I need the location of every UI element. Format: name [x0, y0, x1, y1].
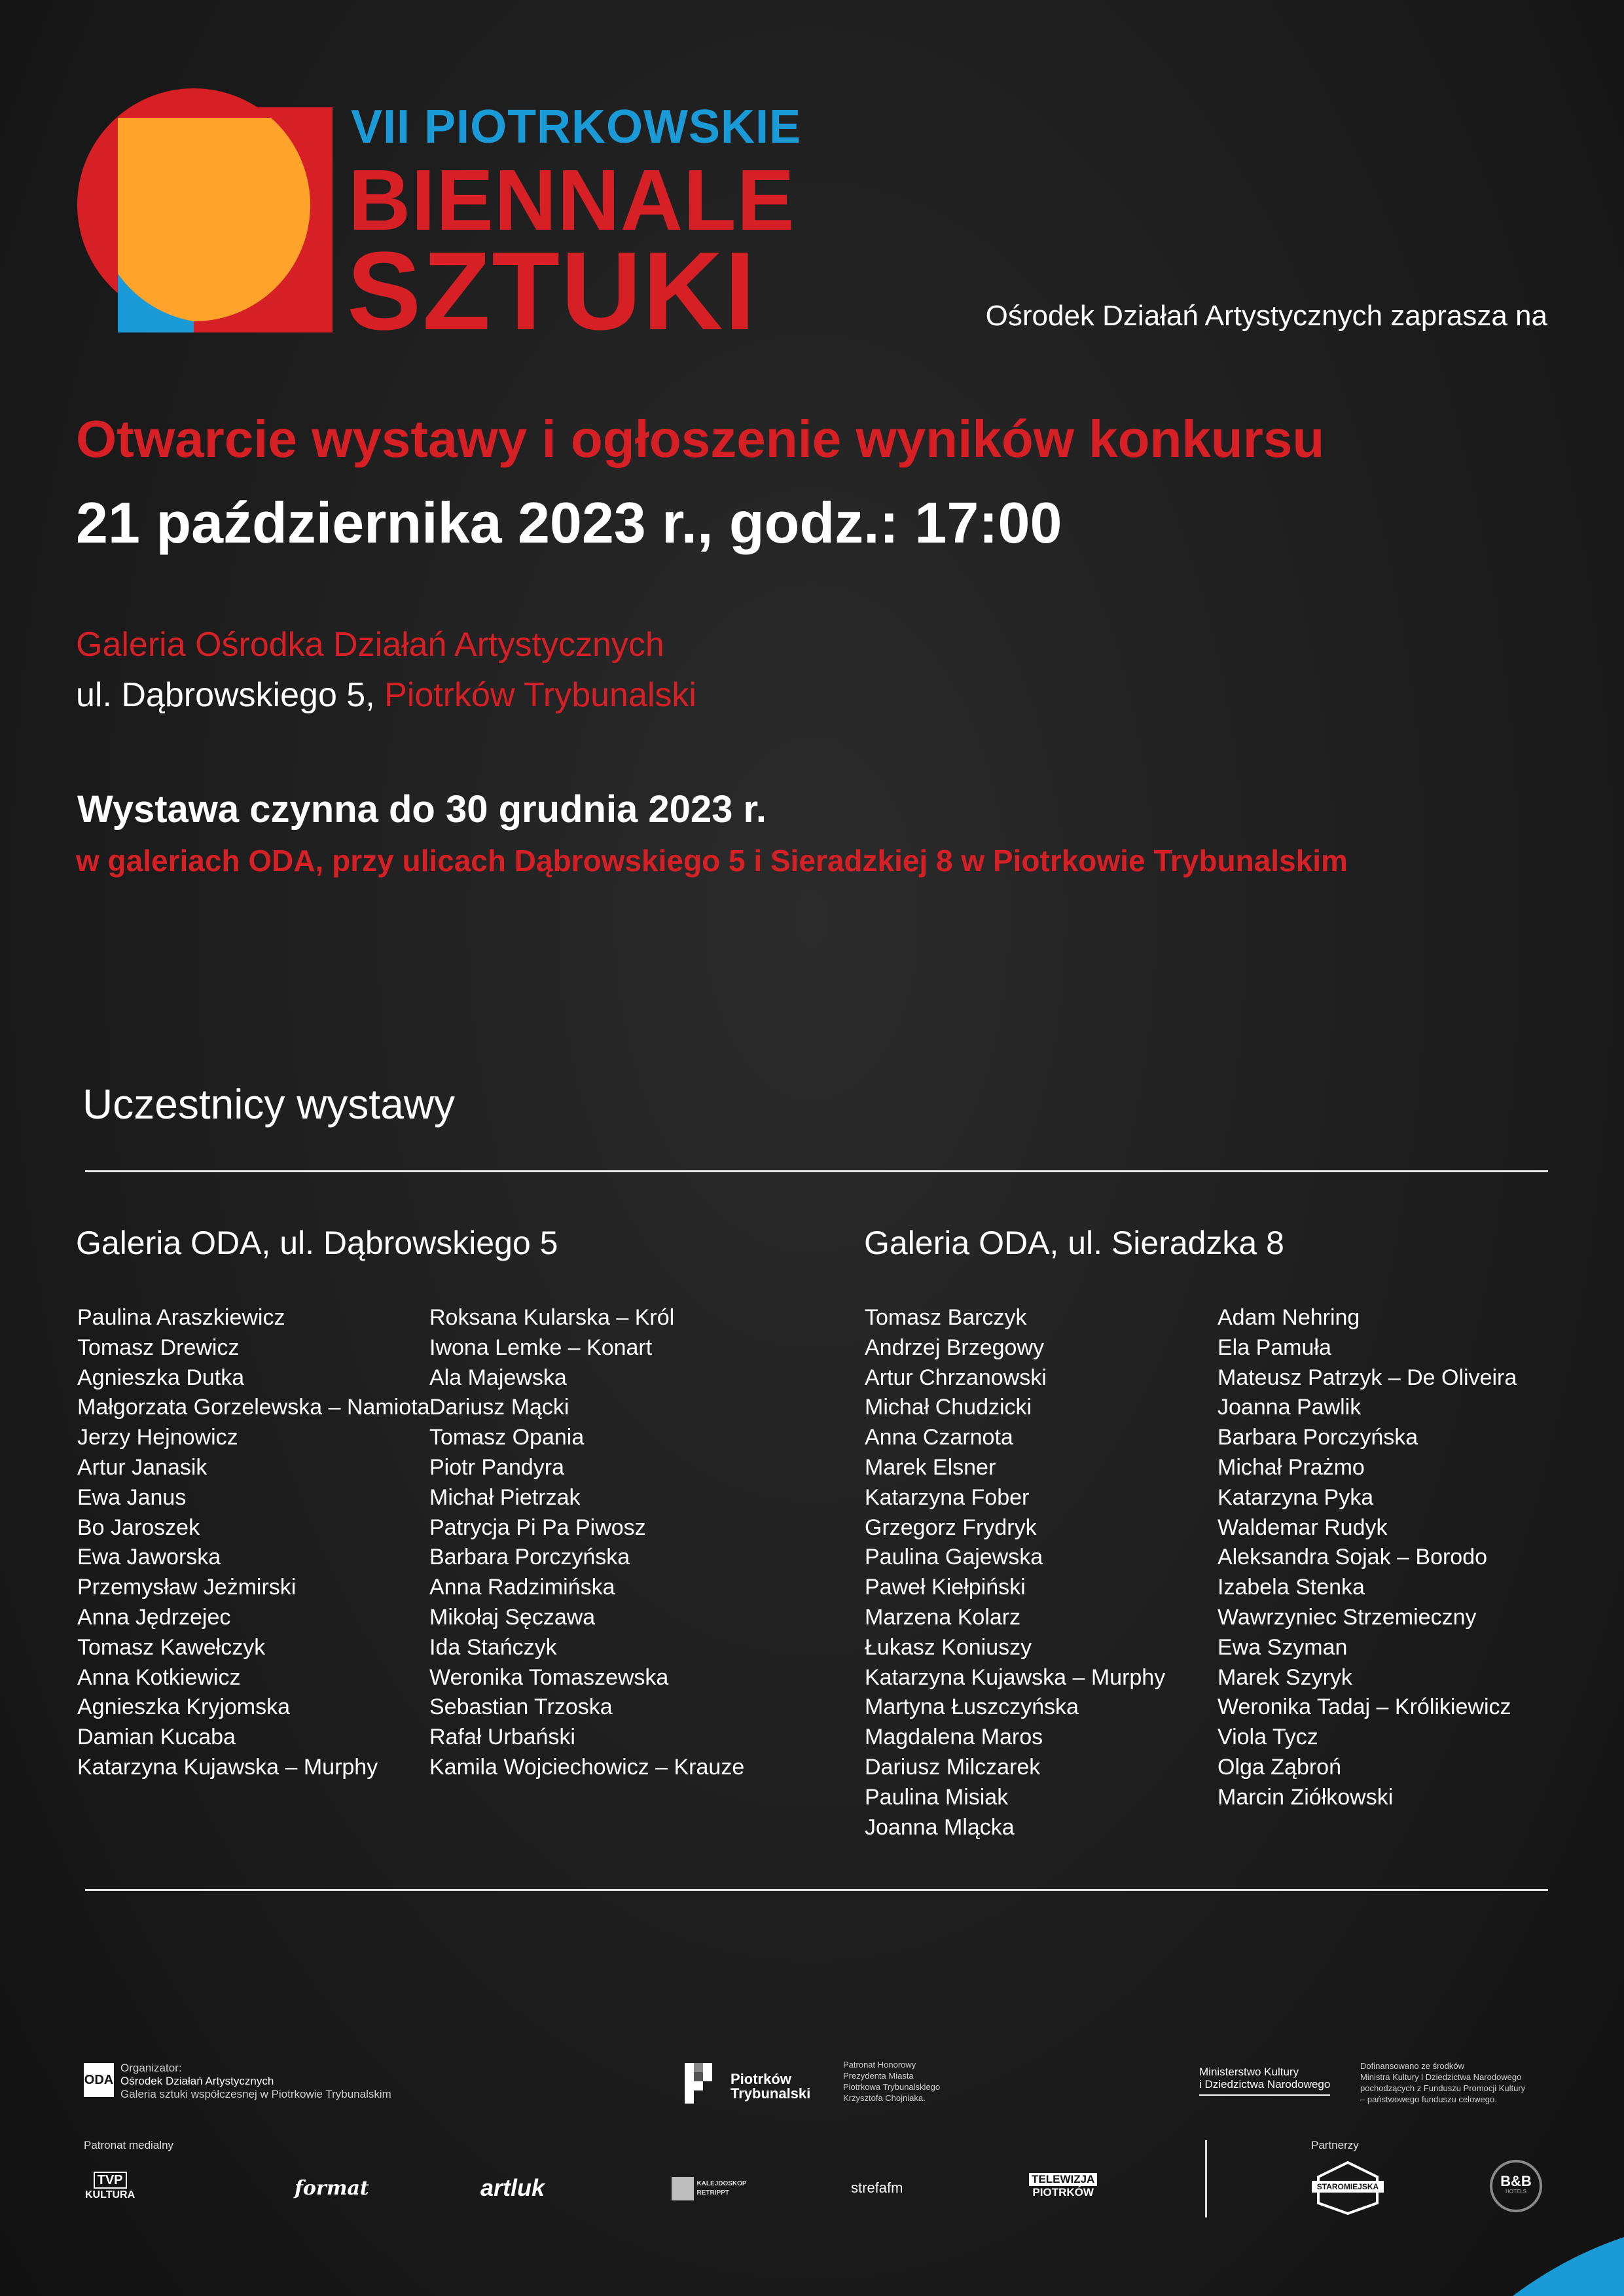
participant-name: Ala Majewska — [429, 1365, 567, 1390]
ministry-logo — [1199, 2066, 1330, 2096]
participant-name: Ewa Janus — [77, 1484, 187, 1510]
divider-bottom — [85, 1889, 1548, 1891]
participant-name: Michał Prażmo — [1218, 1454, 1365, 1480]
piotrkow-logo-line1: Piotrków — [731, 2071, 791, 2087]
participant-name: Michał Pietrzak — [429, 1484, 581, 1510]
participant-name: Michał Chudzicki — [865, 1395, 1032, 1420]
piotrkow-logo-text — [731, 2072, 810, 2101]
participant-name: Katarzyna Fober — [865, 1484, 1030, 1510]
participant-name: Wawrzyniec Strzemieczny — [1218, 1604, 1477, 1630]
participant-name: Marek Elsner — [865, 1454, 996, 1480]
participant-name: Małgorzata Gorzelewska – Namiota — [77, 1395, 430, 1420]
patronage-line: Piotrkowa Trybunalskiego — [843, 2082, 941, 2092]
participant-name: Anna Jędrzejec — [77, 1604, 231, 1630]
participant-name: Dariusz Mącki — [429, 1395, 569, 1420]
participant-name: Martyna Łuszczyńska — [865, 1695, 1079, 1720]
participant-name: Ela Pamuła — [1218, 1335, 1331, 1360]
participant-name: Katarzyna Kujawska – Murphy — [865, 1664, 1166, 1690]
participant-name: Dariusz Milczarek — [865, 1754, 1041, 1780]
telewizja-line: TELEWIZJA — [1029, 2173, 1097, 2186]
format-logo: format — [295, 2177, 369, 2200]
oda-logo: ODA — [84, 2063, 114, 2097]
strefa-fm-logo: strefafm — [851, 2179, 903, 2196]
organizer-label: Organizator: — [120, 2062, 182, 2074]
participant-name: Agnieszka Dutka — [77, 1365, 245, 1390]
exhibition-locations: w galeriach ODA, przy ulicach Dąbrowskiego 5 i Sieradzkiej 8 w Piotrkowie Trybunalskim — [76, 844, 1348, 878]
participants-heading: Uczestnicy wystawy — [82, 1081, 455, 1128]
venue-street: ul. Dąbrowskiego 5, — [76, 676, 375, 714]
ministry-funding — [1360, 2060, 1525, 2105]
partners-label: Partnerzy — [1311, 2139, 1359, 2151]
bb-hotels-text: HOTELS — [1505, 2189, 1526, 2195]
participant-name: Artur Janasik — [77, 1454, 208, 1480]
telewizja-piotrkow-logo — [1029, 2173, 1097, 2199]
telewizja-line: PIOTRKÓW — [1032, 2186, 1094, 2198]
participant-name: Sebastian Trzoska — [429, 1695, 613, 1720]
corner-accent-shape — [1513, 2237, 1624, 2296]
divider-top — [85, 1170, 1548, 1172]
participant-name: Olga Ząbroń — [1218, 1754, 1341, 1780]
participant-name: Paulina Gajewska — [865, 1545, 1043, 1570]
footer-separator — [1205, 2140, 1207, 2217]
organizer-name: Ośrodek Działań Artystycznych — [120, 2075, 274, 2087]
exhibition-open-until: Wystawa czynna do 30 grudnia 2023 r. — [77, 788, 767, 831]
participant-name: Barbara Porczyńska — [1218, 1425, 1418, 1450]
participant-name: Mikołaj Sęczawa — [429, 1604, 596, 1630]
participant-name: Weronika Tomaszewska — [429, 1664, 669, 1690]
funding-line: Ministra Kultury i Dziedzictwa Narodowego — [1360, 2072, 1522, 2082]
participant-name: Waldemar Rudyk — [1218, 1515, 1388, 1540]
participant-name: Piotr Pandyra — [429, 1454, 564, 1480]
participant-name: Marcin Ziółkowski — [1218, 1784, 1394, 1810]
bb-logo-text: B&B — [1500, 2173, 1532, 2189]
venue-city: Piotrków Trybunalski — [384, 676, 696, 714]
ministry-name-line: i Dziedzictwa Narodowego — [1199, 2078, 1331, 2090]
participant-name: Anna Kotkiewicz — [77, 1664, 241, 1690]
participant-name: Patrycja Pi Pa Piwosz — [429, 1515, 646, 1540]
participant-name: Agnieszka Kryjomska — [77, 1695, 291, 1720]
patronage-line: Krzysztofa Chojniaka. — [843, 2093, 926, 2103]
participant-name: Izabela Stenka — [1218, 1575, 1365, 1600]
participant-name: Łukasz Koniuszy — [865, 1634, 1032, 1660]
patronage-line: Prezydenta Miasta — [843, 2071, 914, 2081]
participant-name: Grzegorz Frydryk — [865, 1515, 1037, 1540]
ministry-name-line: Ministerstwo Kultury — [1199, 2066, 1299, 2078]
tvp-logo-text: TVP — [94, 2172, 127, 2189]
kalejdoskop-line: RETRIPPT — [696, 2189, 729, 2197]
participant-name: Marzena Kolarz — [865, 1604, 1021, 1630]
patronage-line: Patronat Honorowy — [843, 2060, 916, 2070]
venue-address — [76, 675, 696, 715]
participant-name: Paulina Araszkiewicz — [77, 1305, 285, 1330]
participant-name: Iwona Lemke – Konart — [429, 1335, 653, 1360]
participant-name: Rafał Urbański — [429, 1725, 575, 1750]
biennale-logo-mark — [77, 77, 333, 332]
piotrkow-logo-line2: Trybunalski — [731, 2085, 811, 2102]
city-patronage — [843, 2059, 940, 2104]
participant-name: Katarzyna Kujawska – Murphy — [77, 1754, 378, 1780]
participant-name: Viola Tycz — [1218, 1725, 1318, 1750]
gallery-heading-sieradzka: Galeria ODA, ul. Sieradzka 8 — [864, 1225, 1284, 1261]
participant-name: Tomasz Kawełczyk — [77, 1634, 266, 1660]
tvp-kultura-logo — [85, 2172, 135, 2202]
participant-name: Anna Czarnota — [865, 1425, 1013, 1450]
participant-name: Joanna Mlącka — [865, 1814, 1015, 1840]
kultura-logo-text: KULTURA — [85, 2189, 135, 2200]
logo-sztuki: SZTUKI — [347, 229, 757, 353]
staromiejska-text: STAROMIEJSKA — [1312, 2181, 1384, 2193]
participant-name: Mateusz Patrzyk – De Oliveira — [1218, 1365, 1517, 1390]
participant-name: Anna Radzimińska — [429, 1575, 615, 1600]
event-date: 21 października 2023 r., godz.: 17:00 — [76, 490, 1062, 555]
participant-name: Ida Stańczyk — [429, 1634, 557, 1660]
participant-name: Przemysław Jeżmirski — [77, 1575, 297, 1600]
funding-line: pochodzących z Funduszu Promocji Kultury — [1360, 2083, 1526, 2093]
participant-name: Weronika Tadaj – Królikiewicz — [1218, 1695, 1511, 1720]
kalejdoskop-logo — [672, 2177, 747, 2200]
participant-name: Andrzej Brzegowy — [865, 1335, 1045, 1360]
participant-name: Tomasz Barczyk — [865, 1305, 1027, 1330]
participant-name: Tomasz Drewicz — [77, 1335, 240, 1360]
participant-name: Joanna Pawlik — [1218, 1395, 1362, 1420]
gallery-heading-dabrowskiego: Galeria ODA, ul. Dąbrowskiego 5 — [76, 1225, 558, 1261]
participant-name: Adam Nehring — [1218, 1305, 1360, 1330]
artluk-logo: artluk — [480, 2174, 545, 2201]
participant-name: Tomasz Opania — [429, 1425, 585, 1450]
bb-hotels-logo — [1490, 2160, 1542, 2212]
participants-list-2 — [429, 1303, 744, 1783]
participant-name: Jerzy Hejnowicz — [77, 1425, 238, 1450]
participant-name: Ewa Szyman — [1218, 1634, 1348, 1660]
invite-line: Ośrodek Działań Artystycznych zaprasza na — [985, 300, 1547, 332]
participant-name: Bo Jaroszek — [77, 1515, 200, 1540]
kalejdoskop-line: KALEJDOSKOP — [696, 2180, 747, 2187]
event-title: Otwarcie wystawy i ogłoszenie wyników konkursu — [76, 410, 1325, 468]
venue-gallery: Galeria Ośrodka Działań Artystycznych — [76, 626, 664, 664]
media-label: Patronat medialny — [84, 2139, 174, 2151]
participant-name: Barbara Porczyńska — [429, 1545, 630, 1570]
funding-line: – państwowego funduszu celowego. — [1360, 2094, 1497, 2104]
organizer-block — [120, 2062, 391, 2101]
funding-line: Dofinansowano ze środków — [1360, 2061, 1464, 2071]
participants-list-4 — [1218, 1303, 1517, 1813]
participants-list-3 — [865, 1303, 1165, 1842]
kalejdoskop-icon — [672, 2177, 694, 2200]
participant-name: Paweł Kiełpiński — [865, 1575, 1026, 1600]
staromiejska-logo — [1312, 2160, 1384, 2215]
participant-name: Damian Kucaba — [77, 1725, 236, 1750]
participants-list-1 — [77, 1303, 430, 1783]
logo-edition: VII PIOTRKOWSKIE — [351, 101, 802, 153]
piotrkow-logo-icon — [683, 2062, 723, 2104]
logo-biennale: BIENNALE — [348, 152, 795, 248]
organizer-desc: Galeria sztuki współczesnej w Piotrkowie Trybunalskim — [120, 2088, 391, 2100]
participant-name: Artur Chrzanowski — [865, 1365, 1047, 1390]
participant-name: Paulina Misiak — [865, 1784, 1009, 1810]
participant-name: Kamila Wojciechowicz – Krauze — [429, 1754, 745, 1780]
participant-name: Ewa Jaworska — [77, 1545, 221, 1570]
participant-name: Marek Szyryk — [1218, 1664, 1352, 1690]
participant-name: Aleksandra Sojak – Borodo — [1218, 1545, 1488, 1570]
participant-name: Magdalena Maros — [865, 1725, 1043, 1750]
participant-name: Roksana Kularska – Król — [429, 1305, 675, 1330]
participant-name: Katarzyna Pyka — [1218, 1484, 1374, 1510]
